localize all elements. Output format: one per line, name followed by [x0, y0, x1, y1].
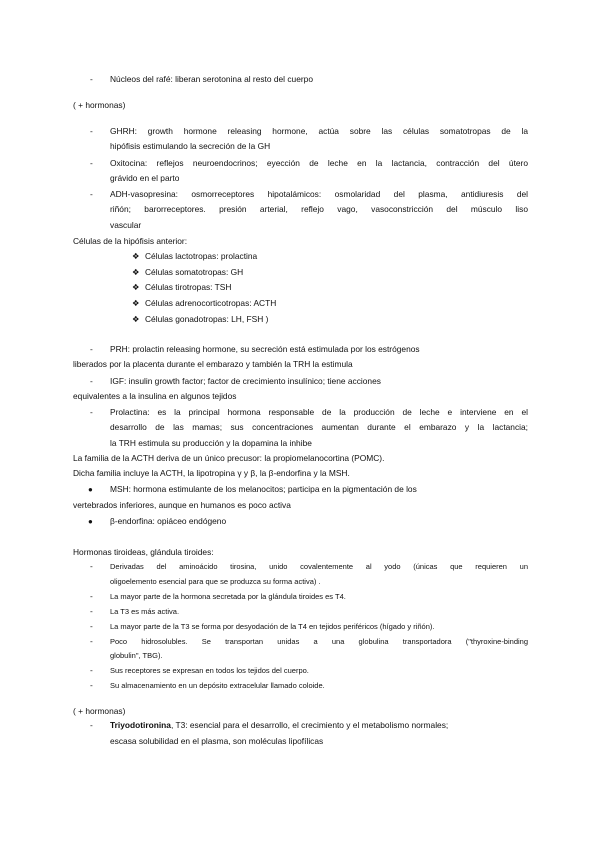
ghrh-line-2: hipófisis estimulando la secreción de la GH	[110, 141, 271, 151]
raphe-text: Núcleos del rafé: liberan serotonina al resto del cuerpo	[110, 74, 313, 84]
prolactina-line-2: desarrollo de las mamas; sus concentraciones aumentan durante el embarazo y la lactancia;	[110, 422, 528, 432]
familia-line-2: Dicha familia incluye la ACTH, la lipotropina γ y β, la β-endorfina y la MSH.	[73, 468, 350, 478]
bullet-dash: -	[90, 636, 93, 646]
msh-line-2: vertebrados inferiores, aunque en humanos es poco activa	[73, 500, 291, 510]
hormonas-header: ( + hormonas)	[73, 100, 126, 110]
bullet-dash: -	[90, 680, 93, 690]
diamond-bullet-icon: ❖	[132, 282, 140, 292]
adh-line-3: vascular	[110, 220, 142, 230]
prh-line-1: PRH: prolactin releasing hormone, su secreción está estimulada por los estrógenos	[110, 344, 420, 354]
igf-line-2: equivalentes a la insulina en algunos tejidos	[73, 391, 237, 401]
bullet-dash: -	[90, 407, 93, 417]
celula-item: Células tirotropas: TSH	[145, 282, 232, 292]
bullet-dash: -	[90, 344, 93, 354]
oxitocina-line-1: Oxitocina: reflejos neuroendocrinos; eyección de leche en la lactancia, contracción del útero	[110, 158, 528, 168]
diamond-bullet-icon: ❖	[132, 267, 140, 277]
t3-line-2: escasa solubilidad en el plasma, son moléculas lipofílicas	[110, 736, 324, 746]
celula-item: Células somatotropas: GH	[145, 267, 244, 277]
bullet-dash: -	[90, 720, 93, 730]
bullet-dash: -	[90, 621, 93, 631]
celulas-title: Células de la hipófisis anterior:	[73, 236, 188, 246]
tiroides-line: Sus receptores se expresan en todos los tejidos del cuerpo.	[110, 666, 309, 675]
oxitocina-line-2: grávido en el parto	[110, 173, 180, 183]
prh-line-2: liberados por la placenta durante el embarazo y también la TRH la estimula	[73, 359, 353, 369]
bullet-dash: -	[90, 591, 93, 601]
igf-line-1: IGF: insulin growth factor; factor de crecimiento insulínico; tiene acciones	[110, 376, 381, 386]
diamond-bullet-icon: ❖	[132, 298, 140, 308]
tiroides-line: Su almacenamiento en un depósito extracelular llamado coloide.	[110, 681, 325, 690]
bullet-dash: -	[90, 376, 93, 386]
celula-item: Células gonadotropas: LH, FSH )	[145, 314, 269, 324]
diamond-bullet-icon: ❖	[132, 314, 140, 324]
tiroides-line: Derivadas del aminoácido tirosina, unido covalentemente al yodo (únicas que requieren un	[110, 562, 528, 571]
bullet-dash: -	[90, 189, 93, 199]
tiroides-line: La T3 es más activa.	[110, 607, 180, 616]
tiroides-line: La mayor parte de la T3 se forma por desyodación de la T4 en tejidos periféricos (hígado y riñón).	[110, 622, 435, 631]
dot-bullet-icon: ●	[88, 485, 93, 494]
t3-line-1	[110, 718, 528, 733]
bullet-dash: -	[90, 606, 93, 616]
tiroides-line: La mayor parte de la hormona secretada por la glándula tiroides es T4.	[110, 592, 346, 601]
celula-item: Células lactotropas: prolactina	[145, 251, 258, 261]
msh-line-1: MSH: hormona estimulante de los melanocitos; participa en la pigmentación de los	[110, 484, 417, 494]
tiroides-line: globulin", TBG).	[110, 651, 163, 660]
bullet-dash: -	[90, 158, 93, 168]
tiroides-line: Poco hidrosolubles. Se transportan unidas a una globulina transportadora ("thyroxine-binding	[110, 637, 528, 646]
dot-bullet-icon: ●	[88, 517, 93, 526]
adh-line-1: ADH-vasopresina: osmorreceptores hipotalámicos: osmolaridad del plasma, antidiuresis del	[110, 189, 528, 199]
hormonas-header: ( + hormonas)	[73, 706, 126, 716]
tiroides-title: Hormonas tiroideas, glándula tiroides:	[73, 547, 214, 557]
familia-line-1: La familia de la ACTH deriva de un único precusor: la propiomelanocortina (POMC).	[73, 453, 385, 463]
bullet-dash: -	[90, 665, 93, 675]
tiroides-line: oligoelemento esencial para que se produzca su forma activa) .	[110, 577, 321, 586]
t3-description: , T3: esencial para el desarrollo, el crecimiento y el metabolismo normales;	[170, 720, 449, 730]
ghrh-line-1: GHRH: growth hormone releasing hormone, actúa sobre las células somatotropas de la	[110, 126, 528, 136]
prolactina-line-3: la TRH estimula su producción y la dopamina la inhibe	[110, 438, 312, 448]
prolactina-line-1: Prolactina: es la principal hormona responsable de la producción de leche e interviene en el	[110, 407, 528, 417]
bullet-dash: -	[90, 561, 93, 571]
t3-name: Triyodotironina	[110, 720, 171, 730]
bullet-dash: -	[90, 126, 93, 136]
diamond-bullet-icon: ❖	[132, 251, 140, 261]
bullet-dash: -	[90, 74, 93, 84]
adh-line-2: riñón; barorreceptores. presión arterial, reflejo vago, vasoconstricción del músculo liso	[110, 204, 528, 214]
celula-item: Células adrenocorticotropas: ACTH	[145, 298, 277, 308]
endorfina-text: β-endorfina: opiáceo endógeno	[110, 516, 227, 526]
